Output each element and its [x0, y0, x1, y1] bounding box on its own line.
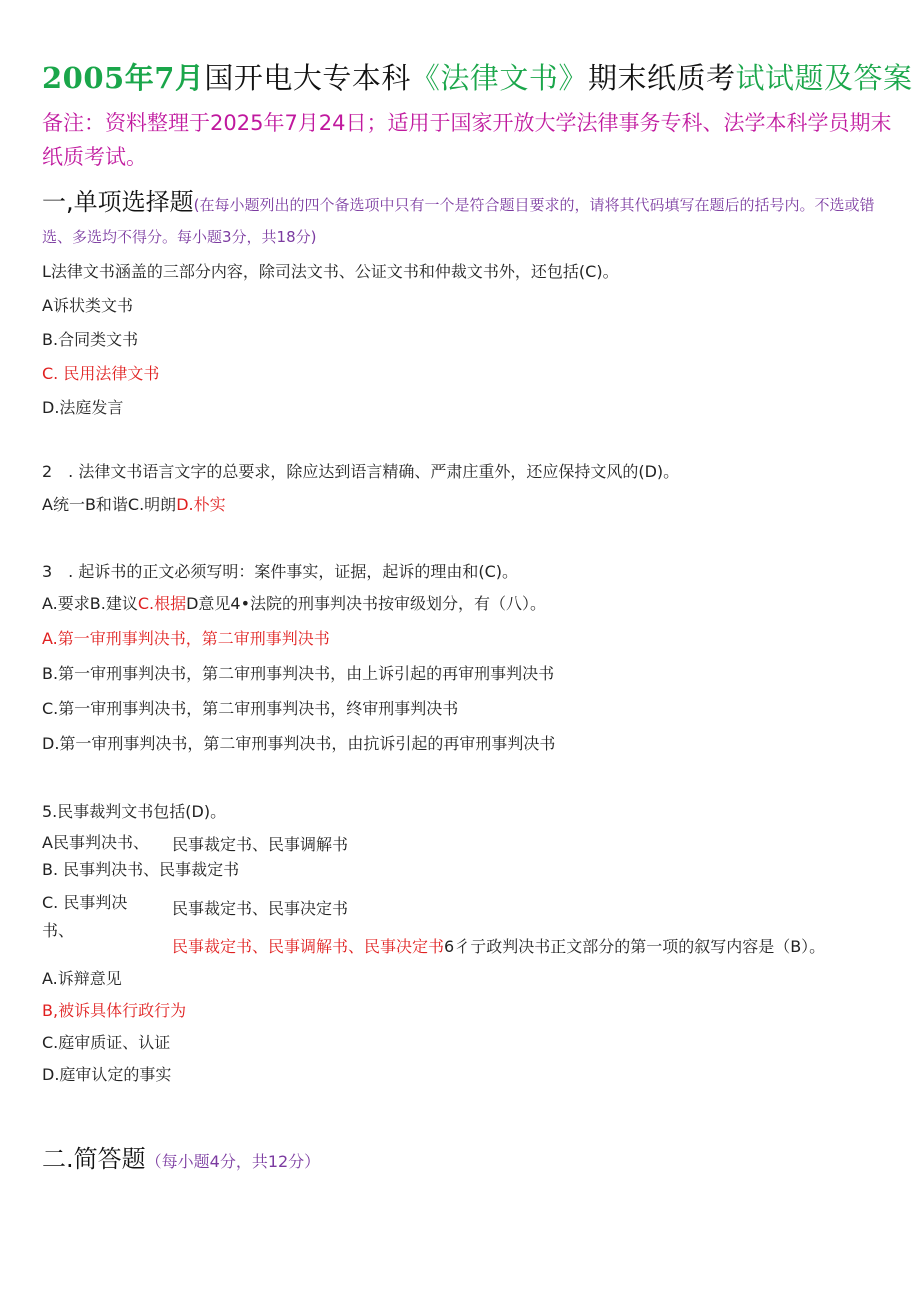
q6-stem: 6彳亍政判决书正文部分的第一项的叙写内容是（B）。	[444, 937, 826, 956]
q5-option-c-right: 民事裁定书、民事决定书	[172, 899, 349, 918]
q1-option-c-answer: C. 民用法律文书	[42, 364, 160, 383]
q6-option-a: A.诉辩意见	[42, 969, 122, 988]
q1-option-a: A诉状类文书	[42, 296, 133, 315]
q1-option-b: B.合同类文书	[42, 330, 139, 349]
q3-options-ab: A.要求B.建议	[42, 594, 138, 613]
title-suffix: 试试题及答案	[735, 61, 913, 95]
q1-stem: L法律文书涵盖的三部分内容，除司法文书、公证文书和仲裁文书外，还包括(C)。	[42, 262, 619, 281]
section2-heading: 二.简答题	[42, 1145, 146, 1173]
q2-options	[42, 494, 226, 516]
document-title	[42, 60, 912, 96]
q6-option-b-answer: B,被诉具体行政行为	[42, 1001, 187, 1020]
q1-option-d: D.法庭发言	[42, 398, 124, 417]
q3-stem: 3 . 起诉书的正文必须写明：案件事实，证据，起诉的理由和(C)。	[42, 562, 519, 581]
q4-option-a-answer: A.第一审刑事判决书，第二审刑事判决书	[42, 629, 330, 648]
q3-options	[42, 593, 546, 615]
q5-option-c-left-cont: 书、	[42, 921, 75, 940]
title-exam: 期末纸质考	[587, 61, 736, 95]
q5-option-d-answer: 民事裁定书、民事调解书、民事决定书	[172, 937, 445, 956]
q5-option-c-left: C. 民事判决	[42, 893, 128, 912]
title-course: 《法律文书》	[410, 61, 588, 95]
q2-stem: 2 . 法律文书语言文字的总要求，除应达到语言精确、严肃庄重外，还应保持文风的(D)。	[42, 462, 680, 481]
q4-option-c: C.第一审刑事判决书，第二审刑事判决书，终审刑事判决书	[42, 699, 459, 718]
q2-option-d-answer: D.朴实	[176, 495, 226, 514]
section2-header	[42, 1139, 320, 1174]
title-org: 国开电大专本科	[204, 61, 411, 95]
section2-instruction: （每小题4分，共12分）	[145, 1152, 321, 1171]
section1-header	[42, 186, 892, 253]
q3-options-rest: D意见4•法院的刑事判决书按审级划分，有（八）。	[186, 594, 547, 613]
section1-instruction: (在每小题列出的四个备选项中只有一个是符合题目要求的，请将其代码填写在题后的括号内。不选或错选、多选均不得分。每小题3分，共18分)	[42, 196, 875, 246]
q2-options-abc: A统一B和谐C.明朗	[42, 495, 177, 514]
document-note: 备注：资料整理于2025年7月24日；适用于国家开放大学法律事务专科、法学本科学员期末纸质考试。	[42, 111, 892, 169]
q5-option-a-right: 民事裁定书、民事调解书	[172, 835, 349, 854]
q6-option-c: C.庭审质证、认证	[42, 1033, 171, 1052]
q4-option-b: B.第一审刑事判决书，第二审刑事判决书，由上诉引起的再审刑事判决书	[42, 664, 555, 683]
section1-heading: 一,单项选择题	[42, 188, 194, 216]
q6-option-d: D.庭审认定的事实	[42, 1065, 172, 1084]
q5-option-a-left: A民事判决书、	[42, 833, 149, 852]
q5-option-b: B. 民事判决书、民事裁定书	[42, 860, 240, 879]
q5-option-d-line	[172, 936, 825, 958]
title-date: 2005年7月	[42, 61, 205, 95]
q3-option-c-answer: C.根据	[137, 594, 187, 613]
q5-stem: 5.民事裁判文书包括(D)。	[42, 802, 227, 821]
q4-option-d: D.第一审刑事判决书，第二审刑事判决书，由抗诉引起的再审刑事判决书	[42, 734, 556, 753]
